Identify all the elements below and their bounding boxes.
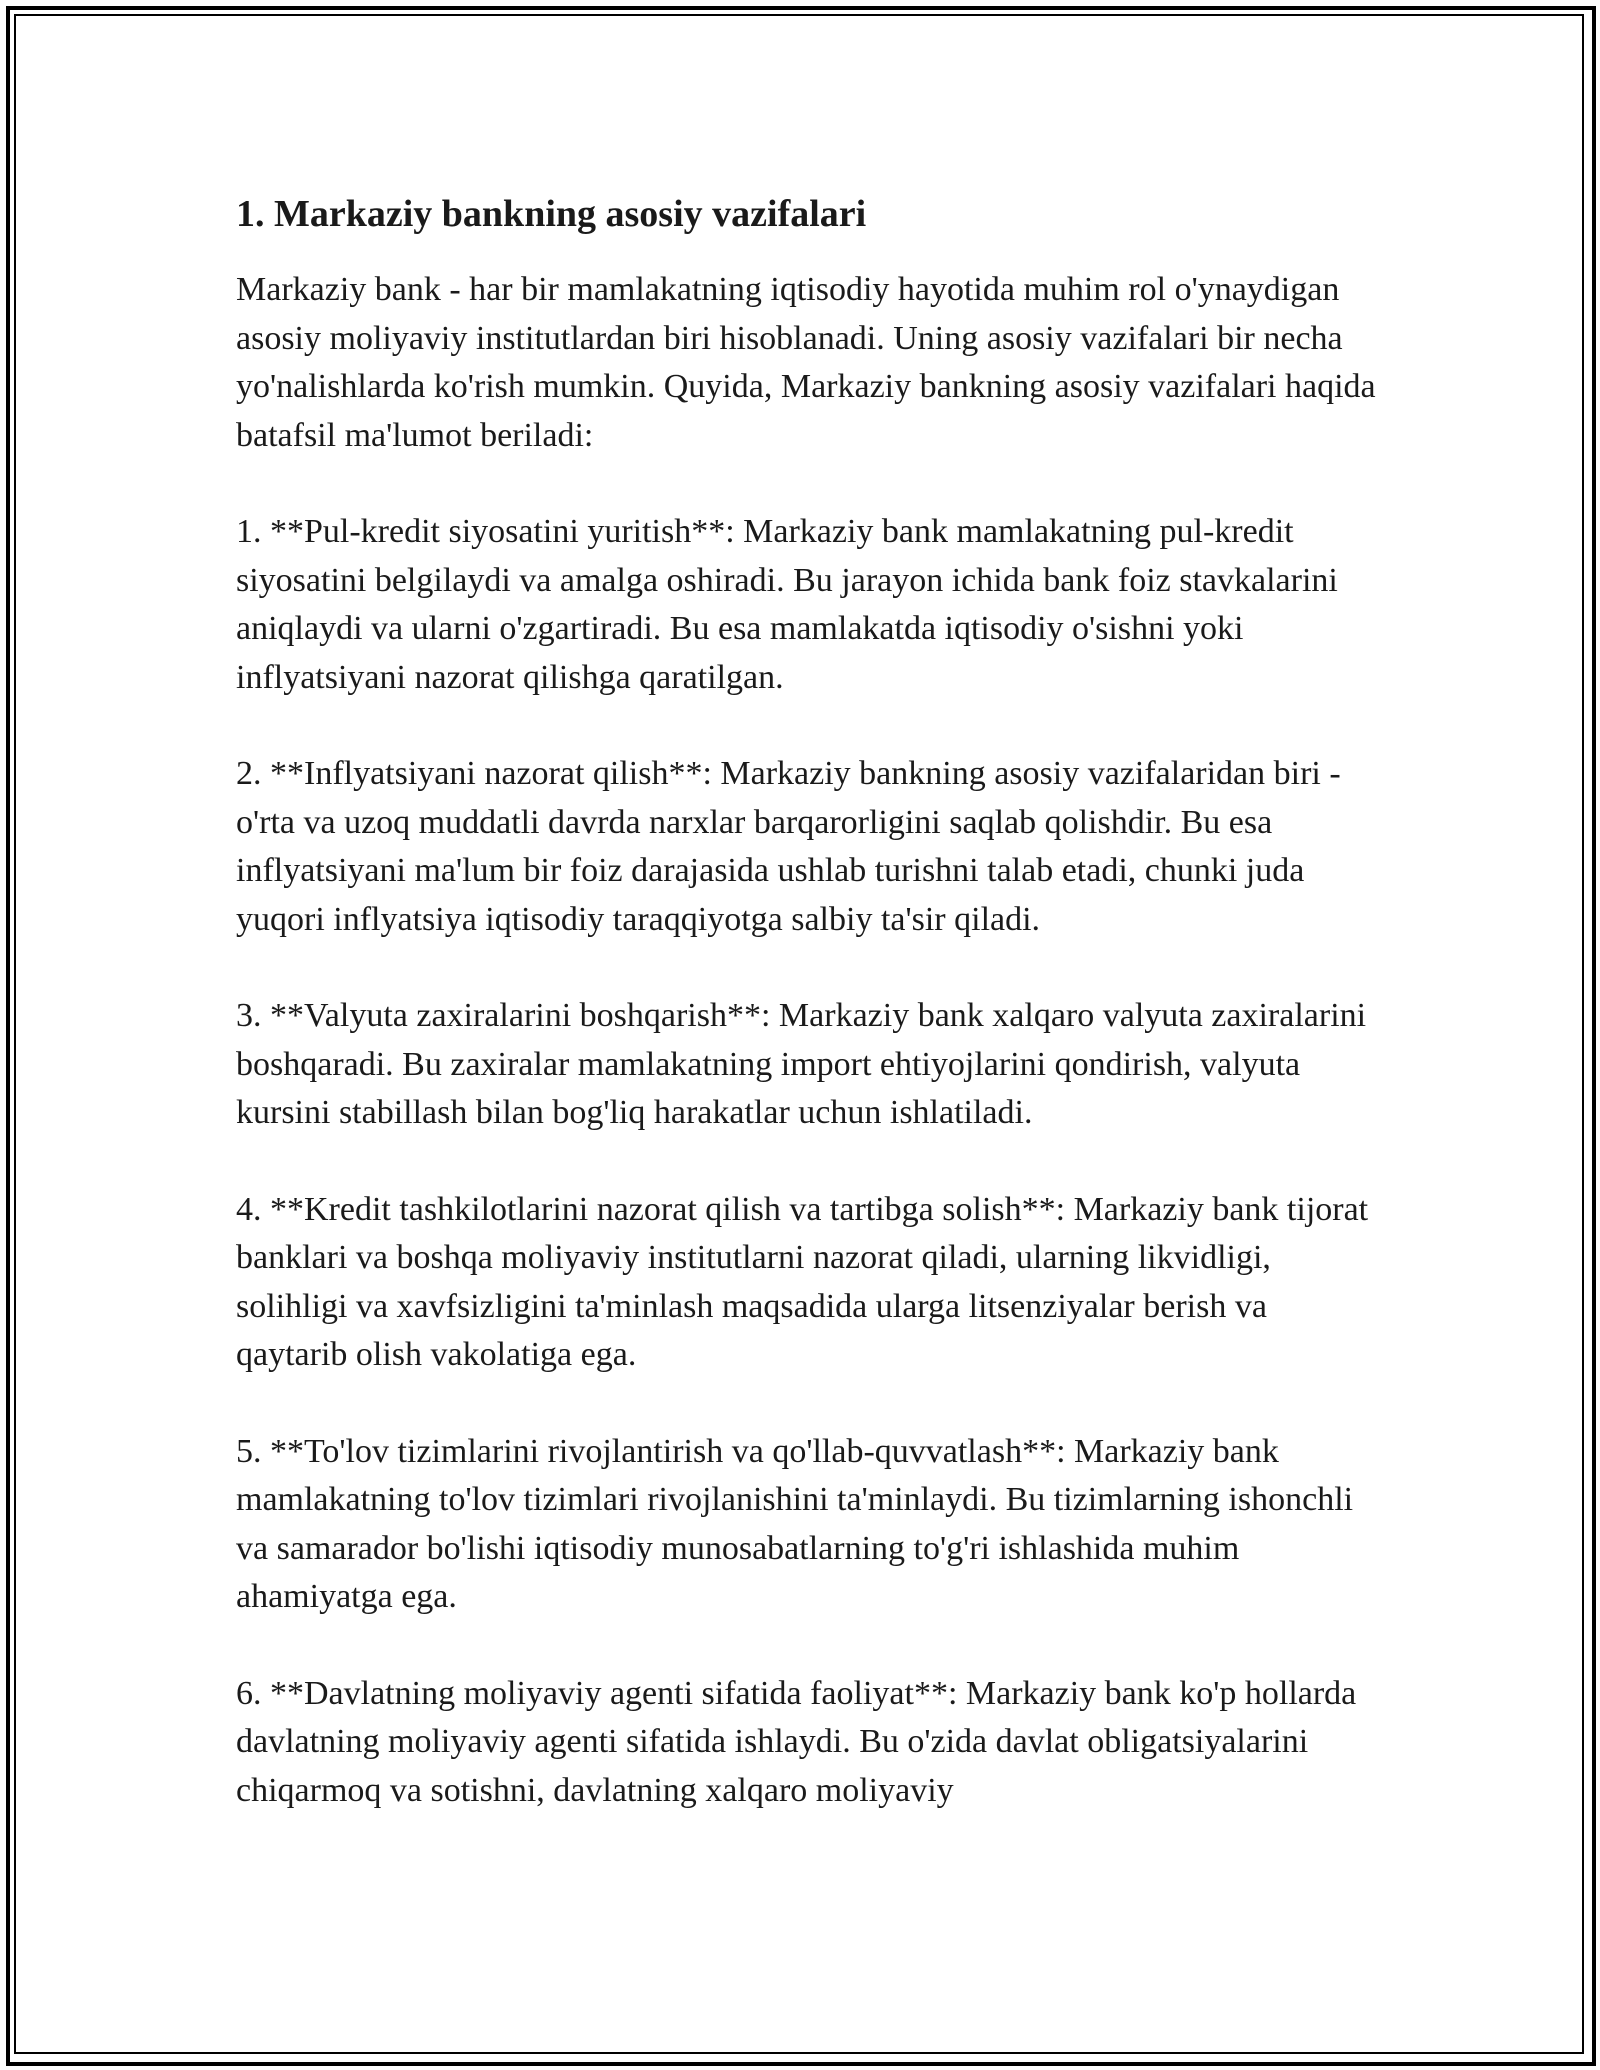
paragraph-item-1: 1. **Pul-kredit siyosatini yuritish**: Markaziy bank mamlakatning pul-kredit siyosatini belgilaydi va amalga oshiradi. Bu jarayon ichida bank foiz stavkalarini aniqlaydi va ularni o'zgartiradi. Bu esa mamlakatda iqtisodiy o'sishni yoki inflyatsiyani nazorat qilishga qaratilgan. (236, 513, 1338, 696)
paragraph-item-4: 4. **Kredit tashkilotlarini nazorat qilish va tartibga solish**: Markaziy bank tijorat banklari va boshqa moliyaviy institutlarni nazorat qiladi, ularning likvidligi, solihligi va xavfsizligini ta'minlash maqsadida ularga litsenziyalar berish va qaytarib olish vakolatiga ega. (236, 1190, 1369, 1373)
paragraph-item-6: 6. **Davlatning moliyaviy agenti sifatida faoliyat**: Markaziy bank ko'p hollarda davlatning moliyaviy agenti sifatida ishlaydi. Bu o'zida davlat obligatsiyalarini chiqarmoq va sotishni, davlatning xalqaro moliyaviy (236, 1674, 1357, 1809)
intro-paragraph: Markaziy bank - har bir mamlakatning iqtisodiy hayotida muhim rol o'ynaydigan asosiy moliyaviy institutlardan biri hisoblanadi. Uning asosiy vazifalari bir necha yo'nalishlarda ko'rish mumkin. Quyida, Markaziy bankning asosiy vazifalari haqida batafsil ma'lumot beriladi: (236, 271, 1376, 454)
paragraph-item-5: 5. **To'lov tizimlarini rivojlantirish va qo'llab-quvvatlash**: Markaziy bank mamlakatning to'lov tizimlari rivojlanishini ta'minlaydi. Bu tizimlarning ishonchli va samarador bo'lishi iqtisodiy munosabatlarning to'g'ri ishlashida muhim ahamiyatga ega. (236, 1432, 1354, 1615)
document-body (236, 186, 1376, 1815)
paragraph-item-3: 3. **Valyuta zaxiralarini boshqarish**: Markaziy bank xalqaro valyuta zaxiralarini boshqaradi. Bu zaxiralar mamlakatning import ehtiyojlarini qondirish, valyuta kursini stabillash bilan bog'liq harakatlar uchun ishlatiladi. (236, 997, 1367, 1131)
paragraph-item-2: 2. **Inflyatsiyani nazorat qilish**: Markaziy bankning asosiy vazifalaridan biri - o'rta va uzoq muddatli davrda narxlar barqarorligini saqlab qolishdir. Bu esa inflyatsiyani ma'lum bir foiz darajasida ushlab turishni talab etadi, chunki juda yuqori inflyatsiya iqtisodiy taraqqiyotga salbiy ta'sir qiladi. (236, 755, 1341, 938)
section-heading: 1. Markaziy bankning asosiy vazifalari (236, 193, 867, 235)
